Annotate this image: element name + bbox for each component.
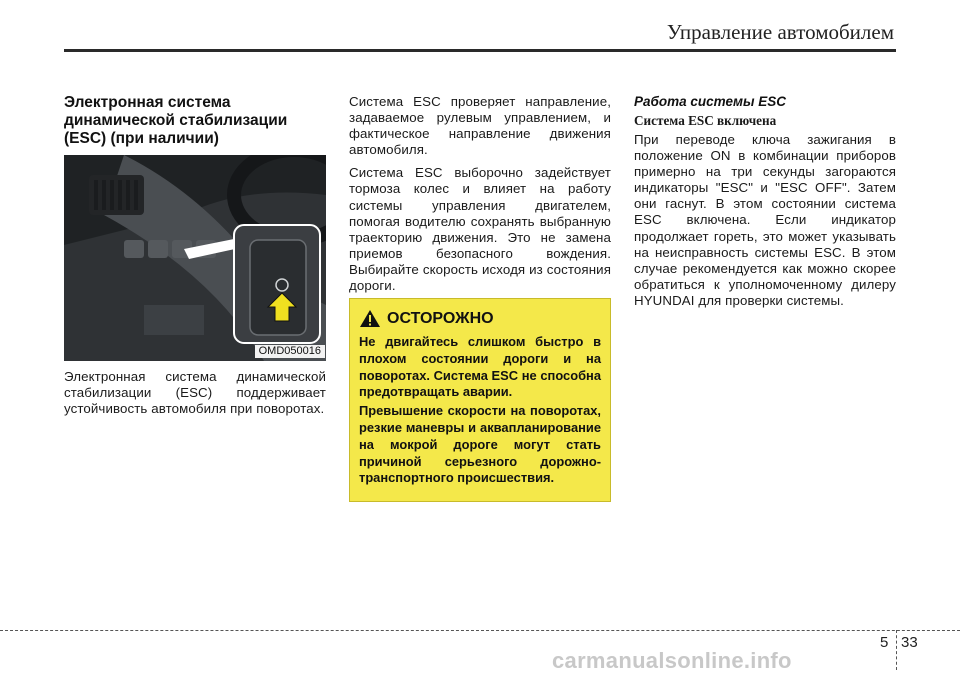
warning-header (359, 309, 601, 328)
chapter-number: 5 (880, 634, 889, 651)
footer-divider (0, 630, 960, 631)
page-header-title: Управление автомобилем (666, 20, 894, 44)
section-title: Электронная система динамической стабилизации (ESC) (при наличии) (64, 94, 288, 147)
left-paragraph: Электронная система динамической стабилизации (ESC) поддерживает устойчивость автомобиля при поворотах. (64, 369, 326, 417)
middle-paragraph-2: Система ESC выборочно задействует тормоза колес и влияет на работу системы управления двигателем, помогая водителю сохранять выбранную траекторию движения. Это не замена приемов безопасного вождения. Выбирайте скорость исходя из состояния дороги. (349, 165, 611, 294)
warning-title: ОСТОРОЖНО (387, 309, 494, 327)
subsection-title: Работа системы ESC (634, 94, 787, 109)
warning-text-2: Превышение скорости на поворотах, резкие маневры и аквапланирование на мокрой дороге могут стать причиной серьезного дорожно-транспортного происшествия. (359, 403, 601, 486)
esc-button-photo (64, 155, 326, 361)
dashboard-illustration (64, 155, 326, 361)
header-divider (64, 49, 896, 52)
warning-triangle-icon (359, 309, 381, 328)
footer-vertical-divider (896, 630, 897, 670)
middle-column (349, 94, 611, 294)
subsection-subtitle: Система ESC включена (634, 113, 777, 128)
watermark: carmanualsonline.info (552, 648, 792, 673)
middle-paragraph-1: Система ESC проверяет направление, задаваемое рулевым управлением, и фактическое направление движения автомобиля. (349, 94, 611, 158)
page-number: 33 (901, 634, 918, 651)
figure-code: OMD050016 (255, 345, 325, 358)
left-column (64, 94, 326, 148)
right-column (634, 94, 896, 309)
warning-box (349, 298, 611, 502)
right-paragraph: При переводе ключа зажигания в положение ON в комбинации приборов примерно на три секунды загораются индикаторы "ESC" и "ESC OFF". Затем они гаснут. В этом состоянии система ESC включена. Если индикатор продолжает гореть, это может указывать на неисправность системы ESC. В этом случае рекомендуется как можно скорее обратиться к уполномоченному дилеру HYUNDAI для проверки системы. (634, 132, 896, 308)
warning-text-1: Не двигайтесь слишком быстро в плохом состоянии дороги и на поворотах. Система ESC не способна предотвращать аварии. (359, 334, 601, 400)
